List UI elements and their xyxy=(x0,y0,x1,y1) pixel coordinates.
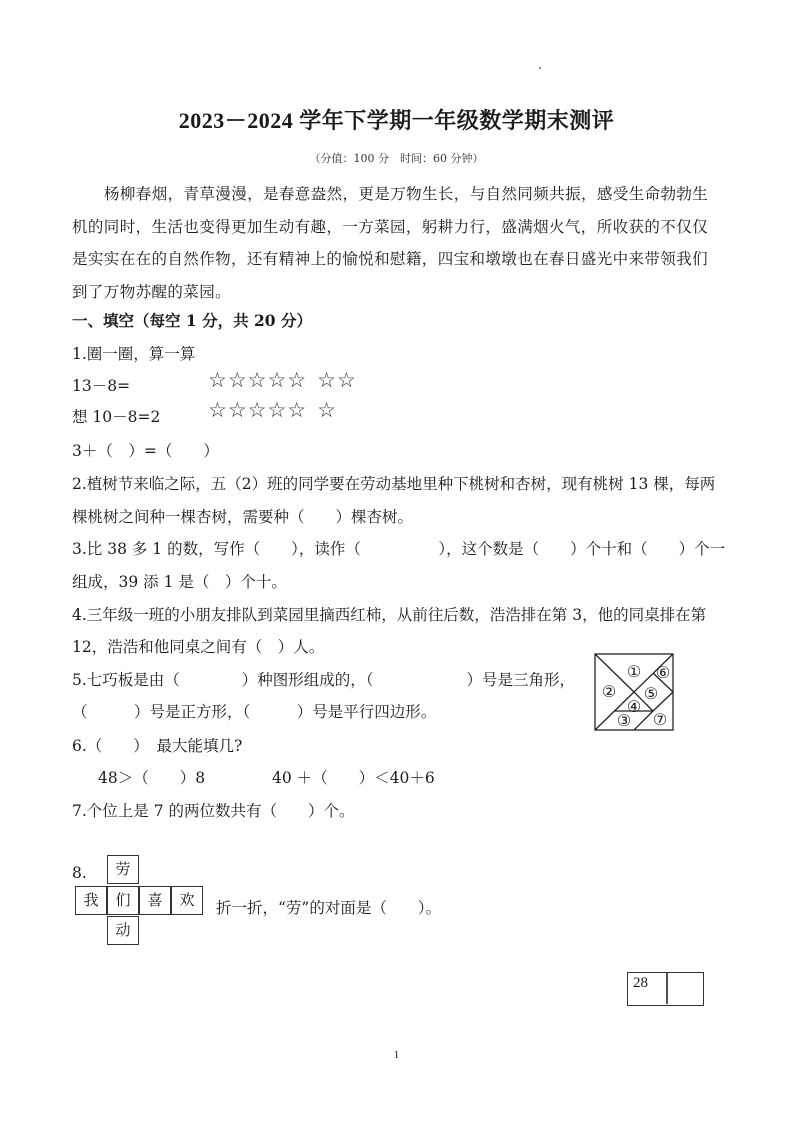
q3-line-1: 3.比 38 多 1 的数，写作（ ），读作（ ），这个数是（ ）个十和（ ）个一 xyxy=(72,540,726,558)
tangram-figure xyxy=(594,653,674,731)
score-box xyxy=(627,972,704,1006)
tangram-label-2: ② xyxy=(601,682,617,701)
q5-line-1: 5.七巧板是由（ ）种图形组成的，（ ）号是三角形， xyxy=(72,671,576,689)
star-icon-group: ☆☆☆☆☆ xyxy=(208,398,308,422)
stars-row-1 xyxy=(208,368,357,392)
net-cell: 欢 xyxy=(171,886,203,915)
q2-line-1: 2.植树节来临之际，五（2）班的同学要在劳动基地里种下桃树和杏树，现有桃树 13 棵，每两 xyxy=(72,475,716,493)
q1-blank-equation: 3＋（ ）=（ ） xyxy=(72,442,219,460)
q8-label: 8. xyxy=(72,864,87,882)
q4-line-2: 12，浩浩和他同桌之间有（ ）人。 xyxy=(72,638,325,656)
q6-label: 6.（ ） 最大能填几? xyxy=(72,737,243,755)
q7-line: 7.个位上是 7 的两位数共有（ ）个。 xyxy=(72,802,355,820)
q4-line-1: 4.三年级一班的小朋友排队到菜园里摘西红柿，从前往后数，浩浩排在第 3，他的同桌排在第 xyxy=(72,606,707,624)
stars-row-2 xyxy=(208,398,337,422)
tangram-label-7: ⑦ xyxy=(652,710,668,729)
section-heading: 一、填空（每空 1 分，共 20 分） xyxy=(72,311,312,330)
q1-equation: 13－8= xyxy=(72,377,131,395)
net-cell-top: 劳 xyxy=(107,855,139,884)
net-cell: 们 xyxy=(107,886,139,915)
tangram-label-1: ① xyxy=(626,662,642,681)
score-divider xyxy=(666,973,668,1004)
star-icon-group: ☆☆ xyxy=(317,368,357,392)
page-title: 2023－2024 学年下学期一年级数学期末测评 xyxy=(178,108,615,133)
page-number: 1 xyxy=(393,1049,400,1061)
tangram-label-4: ④ xyxy=(626,697,642,716)
stray-dot xyxy=(539,67,541,69)
q1-label: 1.圈一圈，算一算 xyxy=(72,345,196,363)
q6-expression-2: 40 ＋（ ）＜40＋6 xyxy=(272,769,435,787)
net-cell: 我 xyxy=(75,886,107,915)
net-cell-bottom: 动 xyxy=(107,916,139,945)
intro-paragraph: 杨柳春烟，青草漫漫，是春意盎然，更是万物生长，与自然同频共振，感受生命勃勃生机的同时，生活也变得更加生动有趣，一方菜园，躬耕力行，盛满烟火气，所收获的不仅仅是实实在在的自然作物，还有精神上的愉悦和慰籍，四宝和墩墩也在春日盛光中来带领我们到了万物苏醒的菜园。 xyxy=(72,185,709,301)
q6-expression-1: 48＞（ ）8 xyxy=(98,769,206,787)
net-cell: 喜 xyxy=(139,886,171,915)
q8-question: 折一折，“劳”的对面是（ ）。 xyxy=(216,899,442,917)
q5-line-2: （ ）号是正方形，（ ）号是平行四边形。 xyxy=(72,703,437,721)
score-blank-field[interactable] xyxy=(670,973,700,1004)
q2-line-2: 棵桃树之间种一棵杏树，需要种（ ）棵杏树。 xyxy=(72,508,414,526)
tangram-label-3: ③ xyxy=(616,711,632,730)
cube-net xyxy=(75,855,205,950)
score-number: 28 xyxy=(633,975,648,991)
q3-line-2: 组成，39 添 1 是（ ）个十。 xyxy=(72,573,287,591)
q1-hint: 想 10－8=2 xyxy=(72,408,161,426)
star-icon-group: ☆ xyxy=(317,398,337,422)
tangram-label-6: ⑥ xyxy=(655,663,671,682)
tangram-label-5: ⑤ xyxy=(643,684,659,703)
exam-info: （分值：100 分 时间：60 分钟） xyxy=(309,152,484,165)
star-icon-group: ☆☆☆☆☆ xyxy=(208,368,308,392)
